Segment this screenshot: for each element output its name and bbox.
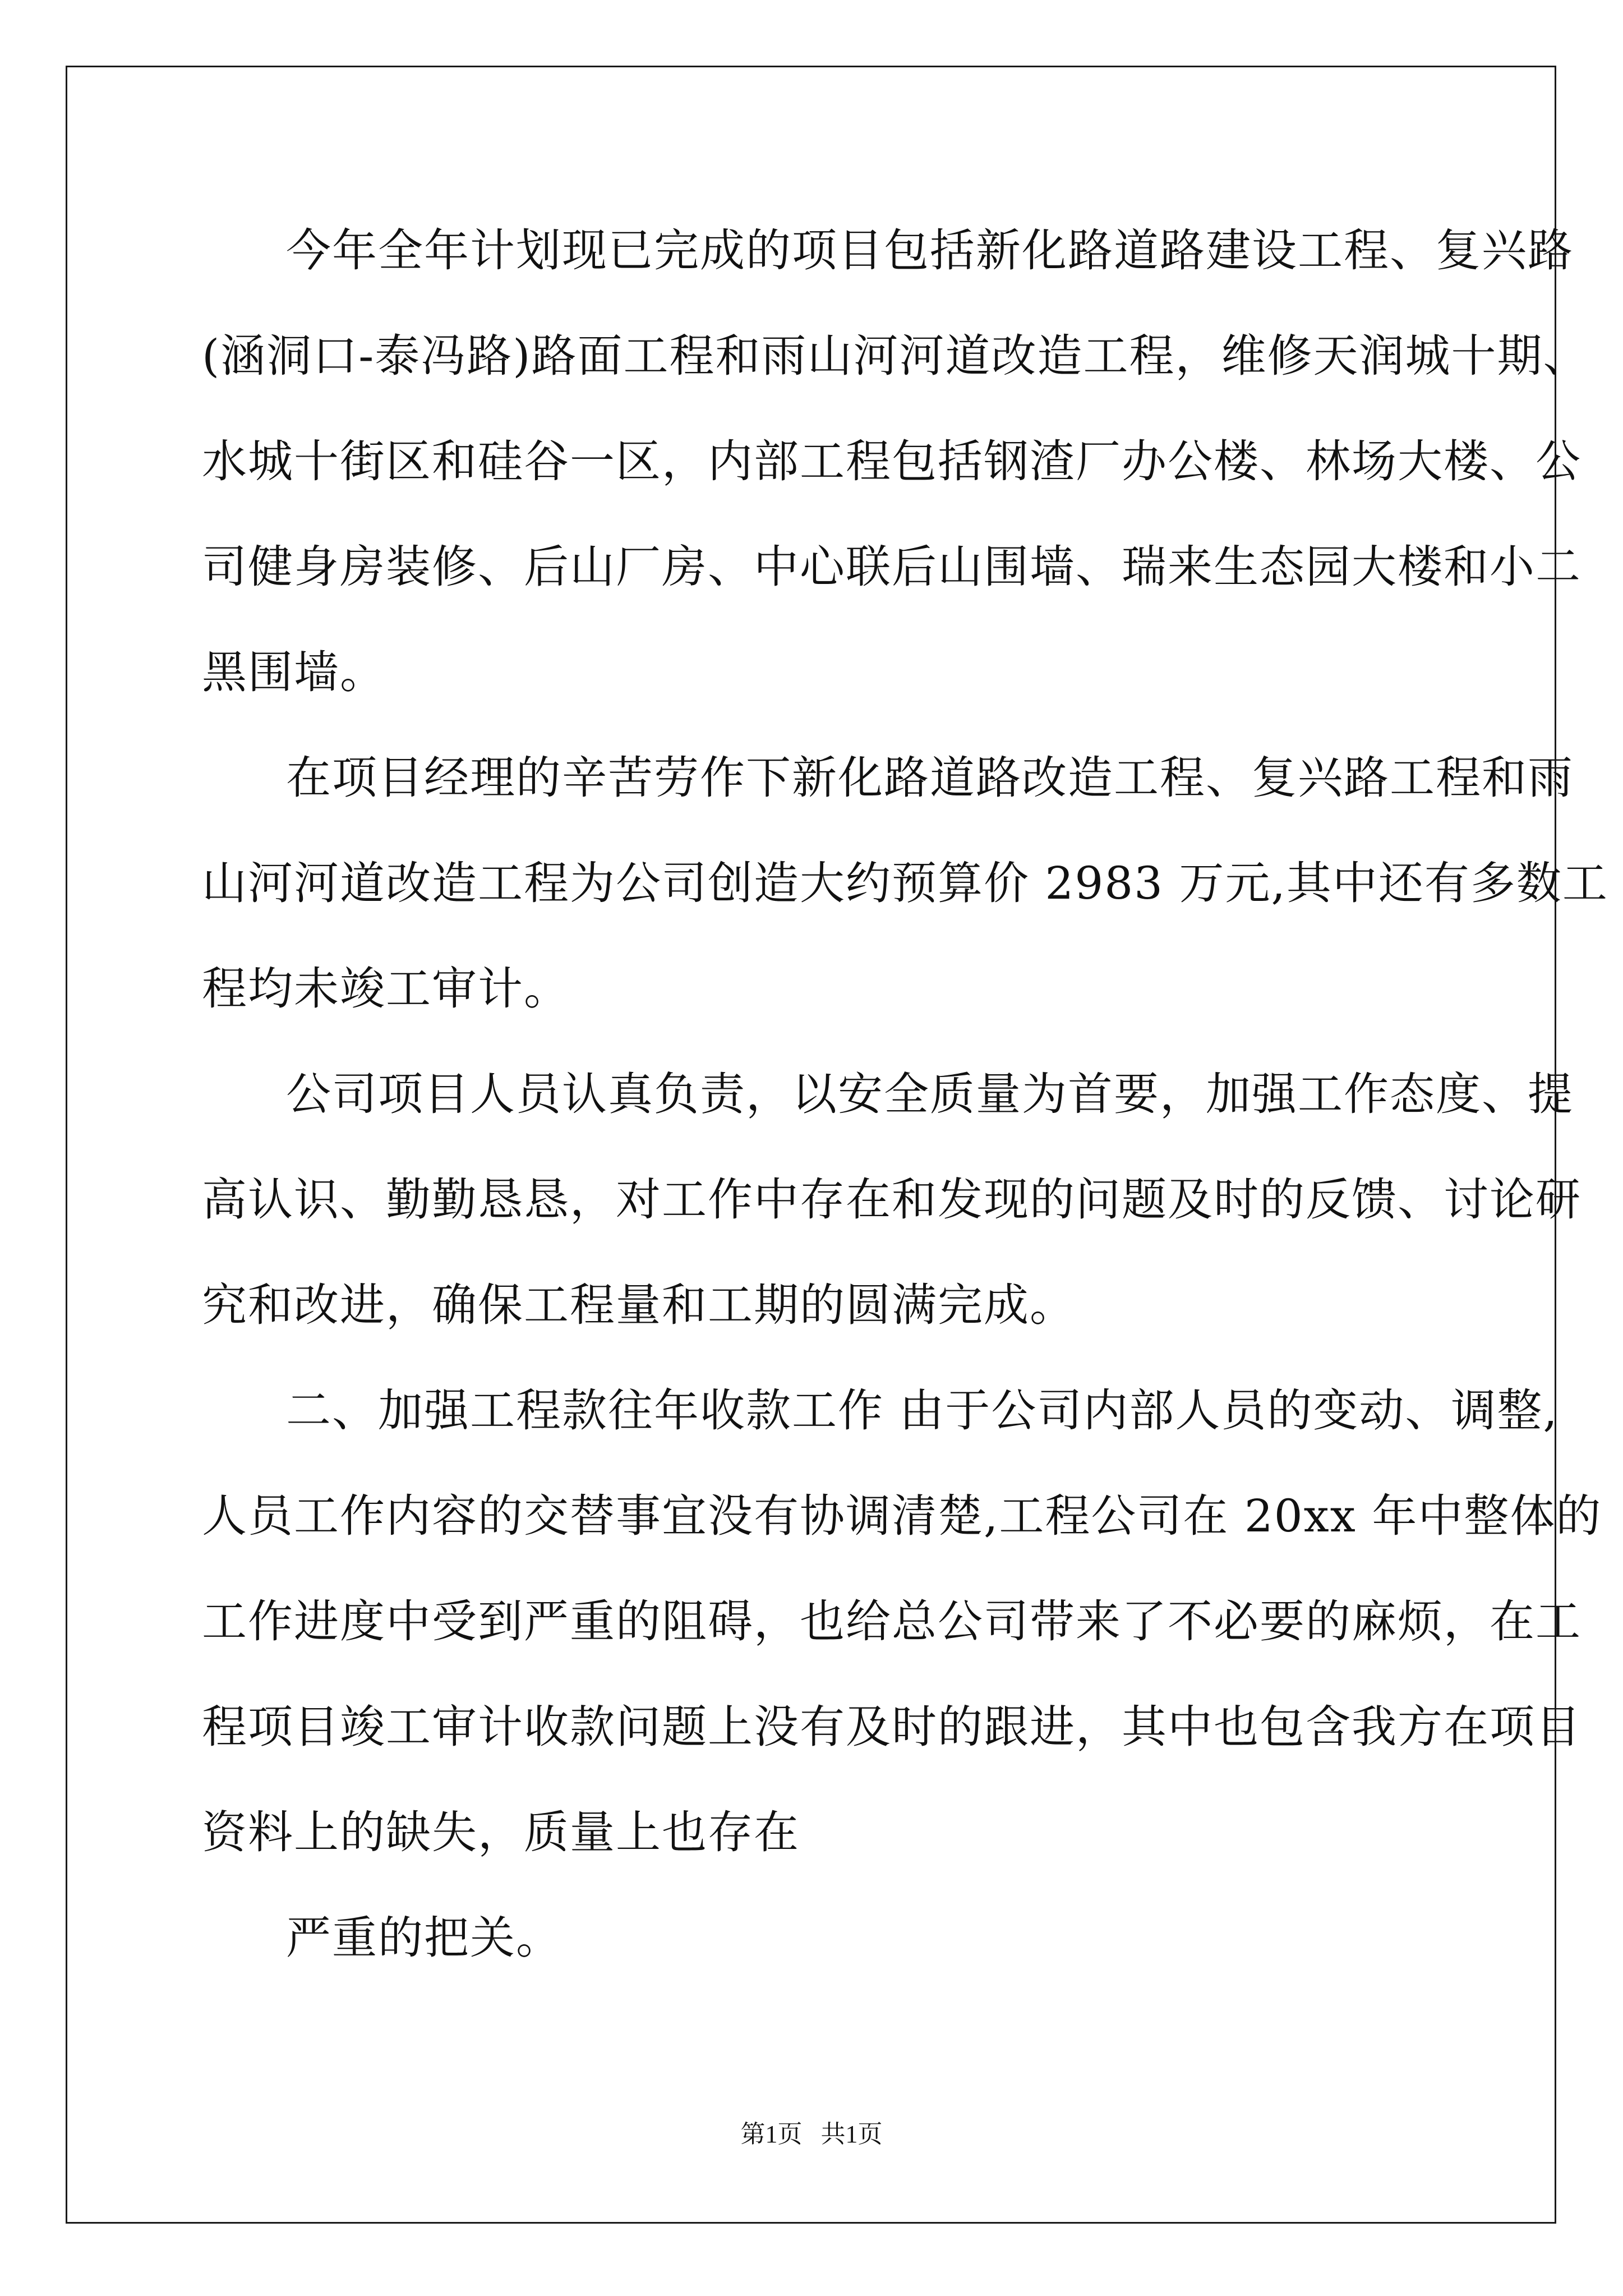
document-body	[202, 198, 1608, 1991]
paragraph-1-line-1: 今年全年计划现已完成的项目包括新化路道路建设工程、复兴路	[286, 224, 1574, 277]
paragraph-2-line-1: 在项目经理的辛苦劳作下新化路道路改造工程、复兴路工程和雨	[286, 752, 1574, 804]
paragraph-3-line-2: 高认识、勤勤恳恳，对工作中存在和发现的问题及时的反馈、讨论研	[202, 1174, 1581, 1226]
paragraph-4-line-5: 资料上的缺失，质量上也存在	[202, 1806, 800, 1858]
paragraph-1-line-2: (涵洞口-泰冯路)路面工程和雨山河河道改造工程，维修天润城十期、	[202, 330, 1589, 382]
paragraph-4-line-1: 二、加强工程款往年收款工作 由于公司内部人员的变动、调整,	[286, 1384, 1559, 1437]
paragraph-4-line-2: 人员工作内容的交替事宜没有协调清楚,工程公司在 20xx 年中整体的	[202, 1490, 1602, 1542]
paragraph-1-line-3: 水城十街区和硅谷一区，内部工程包括钢渣厂办公楼、林场大楼、公	[202, 435, 1581, 487]
paragraph-2-line-3: 程均未竣工审计。	[202, 963, 570, 1015]
paragraph-5-line-1: 严重的把关。	[286, 1912, 562, 1964]
paragraph-1-line-4: 司健身房装修、后山厂房、中心联后山围墙、瑞来生态园大楼和小二	[202, 541, 1581, 593]
paragraph-1-line-5: 黑围墙。	[202, 646, 386, 698]
paragraph-4-line-3: 工作进度中受到严重的阻碍，也给总公司带来了不必要的麻烦，在工	[202, 1595, 1581, 1648]
paragraph-3-line-1: 公司项目人员认真负责，以安全质量为首要，加强工作态度、提	[286, 1068, 1574, 1120]
paragraph-3-line-3: 究和改进，确保工程量和工期的圆满完成。	[202, 1279, 1076, 1331]
paragraph-2-line-2: 山河河道改造工程为公司创造大约预算价 2983 万元,其中还有多数工	[202, 857, 1608, 909]
paragraph-4-line-4: 程项目竣工审计收款问题上没有及时的跟进，其中也包含我方在项目	[202, 1701, 1581, 1753]
page-number-footer: 第1页 共1页	[740, 2120, 883, 2148]
